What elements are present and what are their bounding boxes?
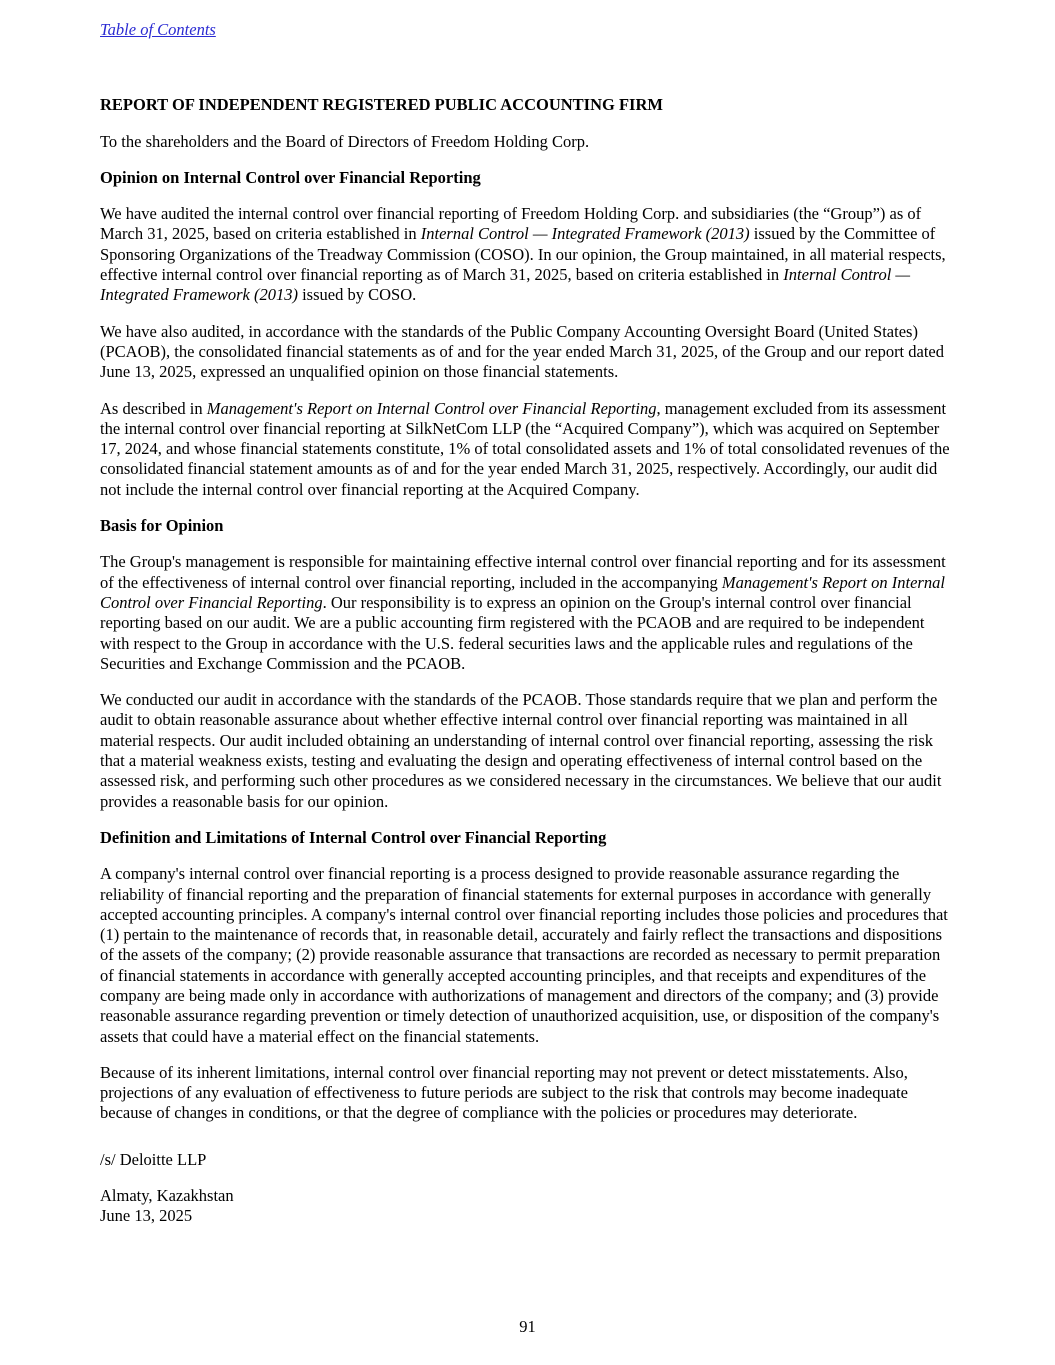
- italic-segment: Management's Report on Internal Control over Financial Reporting: [206, 398, 657, 418]
- paragraph-opinion: [100, 204, 955, 305]
- paragraph-acquired-company: [100, 399, 955, 500]
- sign-off-block: [100, 1186, 955, 1227]
- salutation: To the shareholders and the Board of Directors of Freedom Holding Corp.: [100, 131, 590, 151]
- italic-segment: Management's Report on Internal Control over Financial Reporting: [100, 572, 945, 612]
- italic-segment: Internal Control — Integrated Framework (2013): [420, 224, 750, 244]
- heading-definition-and-limitations: Definition and Limitations of Internal Control over Financial Reporting: [100, 827, 607, 847]
- paragraph-definition: A company's internal control over financial reporting is a process designed to provide reasonable assurance regarding the reliability of financial reporting and the preparation of financial statements for external purposes in accordance with generally accepted accounting principles. A company's internal control over financial reporting includes those policies and procedures that (1) pertain to the maintenance of records that, in reasonable detail, accurately and fairly reflect the transactions and dispositions of the assets of the company; (2) provide reasonable assurance that transactions are recorded as necessary to permit preparation of financial statements in accordance with generally accepted accounting principles, and that receipts and expenditures of the company are being made only in accordance with authorizations of management and directors of the company; and (3) provide reasonable assurance regarding prevention or timely detection of unauthorized acquisition, use, or disposition of the company's assets that could have a material effect on the financial statements.: [100, 864, 948, 1046]
- italic-segment: Internal Control — Integrated Framework (2013): [100, 265, 911, 305]
- text-segment: issued by COSO.: [297, 285, 417, 305]
- text-segment: The Group's management is responsible for maintaining effective internal control over financial reporting and for its assessment of the effectiveness of internal control over financial reporting, included in the accompanying: [100, 552, 946, 592]
- heading-basis-for-opinion: Basis for Opinion: [100, 516, 224, 536]
- paragraph-management-responsibility: [100, 552, 955, 674]
- report-title: REPORT OF INDEPENDENT REGISTERED PUBLIC ACCOUNTING FIRM: [100, 95, 663, 115]
- paragraph-inherent-limitations: Because of its inherent limitations, internal control over financial reporting may not prevent or detect misstatements. Also, projections of any evaluation of effectiveness to future periods are subject to the risk that controls may become inadequate because of changes in conditions, or that the degree of compliance with the policies or procedures may deteriorate.: [100, 1062, 908, 1123]
- paragraph-audit-standards: We conducted our audit in accordance with the standards of the PCAOB. Those standards require that we plan and perform the audit to obtain reasonable assurance about whether effective internal control over financial reporting was maintained in all material respects. Our audit included obtaining an understanding of internal control over financial reporting, assessing the risk that a material weakness exists, testing and evaluating the design and operating effectiveness of internal control based on the assessed risk, and performing such other procedures as we considered necessary in the circumstances. We believe that our audit provides a reasonable basis for our opinion.: [100, 690, 942, 811]
- text-segment: We have audited the internal control over financial reporting of Freedom Holding Corp. and subsidiaries (the “Group”) as of March 31, 2025, based on criteria established in: [100, 204, 922, 244]
- signature-location: Almaty, Kazakhstan: [100, 1186, 234, 1206]
- text-segment: , management excluded from its assessment the internal control over financial reporting at SilkNetCom LLP (the “Acquired Company”), which was acquired on September 17, 2024, and whose financial statements constitute, 1% of total consolidated assets and 1% of total consolidated revenues of the consolidated financial statement amounts as of and for the year ended March 31, 2025, respectively. Accordingly, our audit did not include the internal control over financial reporting at the Acquired Company.: [100, 398, 950, 499]
- text-segment: issued by the Committee of Sponsoring Organizations of the Treadway Commission (COSO). In our opinion, the Group maintained, in all material respects, effective internal control over financial reporting as of March 31, 2025, based on criteria established in: [100, 224, 946, 285]
- page-number: 91: [519, 1317, 536, 1336]
- heading-opinion-on-internal-control: Opinion on Internal Control over Financial Reporting: [100, 167, 481, 187]
- table-of-contents-link[interactable]: Table of Contents: [100, 20, 216, 39]
- text-segment: As described in: [100, 398, 207, 418]
- text-segment: . Our responsibility is to express an opinion on the Group's internal control over financial reporting based on our audit. We are a public accounting firm registered with the PCAOB and are required to be independent with respect to the Group in accordance with the U.S. federal securities laws and the applicable rules and regulations of the Securities and Exchange Commission and the PCAOB.: [100, 592, 925, 673]
- auditor-signature: /s/ Deloitte LLP: [100, 1149, 207, 1169]
- signature-date: June 13, 2025: [100, 1206, 193, 1226]
- paragraph-also-audited: We have also audited, in accordance with the standards of the Public Company Accounting Oversight Board (United States) (PCAOB), the consolidated financial statements as of and for the year ended March 31, 2025, of the Group and our report dated June 13, 2025, expressed an unqualified opinion on those financial statements.: [100, 321, 944, 382]
